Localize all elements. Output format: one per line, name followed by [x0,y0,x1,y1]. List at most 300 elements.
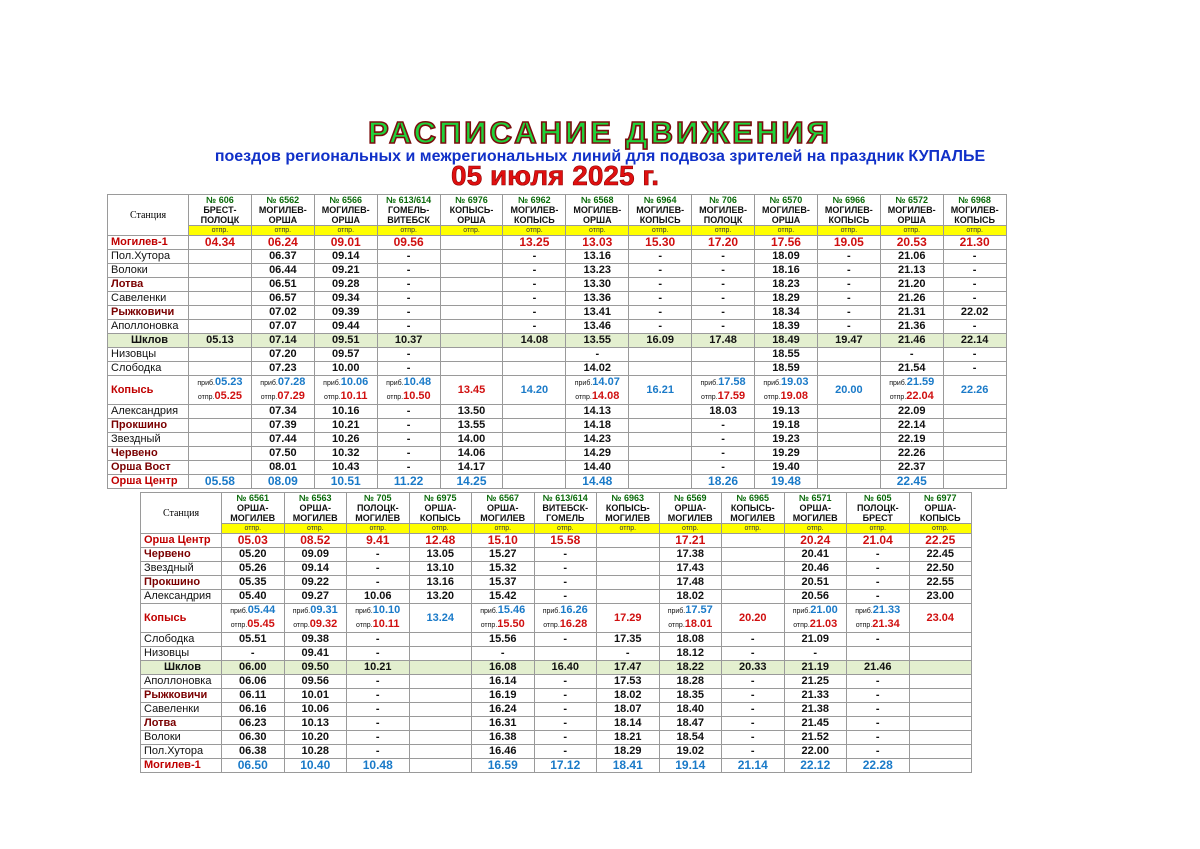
train-number: № 613/614 [542,493,588,503]
time-cell [943,433,1006,447]
time-cell: 06.38 [222,745,285,759]
time-cell: 20.41 [784,548,847,562]
train-route: МОГИЛЕВ- ОРША [258,205,307,225]
station-name: Лотва [108,278,189,292]
station-row [141,590,972,604]
departure-time: 15.50 [497,618,525,630]
time-cell [817,433,880,447]
time-cell: - [943,320,1006,334]
time-cell: - [629,250,692,264]
time-cell: 10.00 [314,362,377,376]
train-header [629,195,692,226]
time-cell [189,278,252,292]
time-cell: - [534,576,597,590]
time-cell [503,348,566,362]
time-cell: 13.05 [409,548,472,562]
departure-label: отпр. [284,524,347,534]
station-name: Слободка [108,362,189,376]
train-route: КОПЫСЬ- ОРША [449,205,494,225]
departure-time: 09.32 [309,618,338,630]
time-cell [189,447,252,461]
train-header-row [141,493,972,524]
time-cell [597,534,660,548]
train-header [659,493,722,524]
time-cell: - [347,647,410,661]
train-number: № 605 [863,493,892,503]
time-cell [314,376,377,405]
time-cell: 21.46 [847,661,910,675]
time-cell: - [377,348,440,362]
time-cell: - [847,548,910,562]
time-cell: 10.20 [284,731,347,745]
train-number: № 6571 [798,493,832,503]
time-cell: 06.37 [251,250,314,264]
time-cell: 07.23 [251,362,314,376]
time-value: 20.20 [738,612,767,624]
time-cell: 16.59 [472,759,535,773]
departure-line [252,390,314,404]
station-row [141,562,972,576]
time-cell [409,745,472,759]
arrival-time: 09.31 [310,604,338,616]
arrival-label: приб. [700,380,719,387]
departure-line [881,390,943,404]
time-cell: 07.20 [251,348,314,362]
time-cell [377,376,440,405]
arrival-label: приб. [574,380,593,387]
arrival-line [660,604,722,618]
time-cell: 21.45 [784,717,847,731]
time-cell: - [472,647,535,661]
time-cell: - [784,647,847,661]
time-cell: - [534,717,597,731]
departure-label: отпр. [668,622,685,629]
time-cell [409,703,472,717]
station-row [141,731,972,745]
departure-label: отпр. [817,226,880,236]
departure-time: 10.11 [372,618,400,630]
time-cell: 15.37 [472,576,535,590]
time-cell: 08.52 [284,534,347,548]
train-number: № 6570 [769,195,803,205]
time-cell: 22.26 [880,447,943,461]
time-cell: - [847,590,910,604]
station-name: Копысь [141,604,222,633]
station-row [141,675,972,689]
arrival-line [881,376,943,390]
time-cell: - [597,647,660,661]
time-cell: 22.45 [909,548,972,562]
station-row [108,278,1007,292]
time-cell: 16.19 [472,689,535,703]
time-cell: 13.10 [409,562,472,576]
time-cell [409,633,472,647]
time-cell: - [943,348,1006,362]
departure-label: отпр. [943,226,1006,236]
train-number: № 6563 [298,493,332,503]
arrival-label: приб. [292,608,311,615]
train-header [784,493,847,524]
arrival-label: приб. [230,608,248,615]
station-name: Слободка [141,633,222,647]
time-cell [534,604,597,633]
time-value: 20.00 [835,384,863,396]
time-cell: 19.02 [659,745,722,759]
time-cell: - [817,306,880,320]
arrival-label: приб. [323,380,341,387]
time-cell: 10.16 [314,405,377,419]
time-cell: - [534,675,597,689]
departure-line [535,618,597,632]
time-cell [189,320,252,334]
time-cell [409,675,472,689]
time-cell: 09.27 [284,590,347,604]
station-name: Волоки [108,264,189,278]
departure-label: отпр. [409,524,472,534]
station-row [108,236,1007,250]
time-cell: 13.03 [566,236,629,250]
time-cell: 15.10 [472,534,535,548]
time-cell: 10.06 [347,590,410,604]
time-cell: 15.42 [472,590,535,604]
station-name: Низовцы [141,647,222,661]
time-cell: 19.18 [755,419,818,433]
time-cell: 10.28 [284,745,347,759]
time-cell: 21.54 [880,362,943,376]
time-cell: - [817,320,880,334]
time-cell [534,647,597,661]
time-cell: 18.14 [597,717,660,731]
train-number: № 706 [709,195,737,205]
time-cell: 16.14 [472,675,535,689]
time-cell [503,405,566,419]
time-cell: 06.11 [222,689,285,703]
arrival-time: 17.58 [718,376,746,388]
time-cell [597,590,660,604]
time-cell: 15.30 [629,236,692,250]
arrival-line [847,604,909,618]
time-cell: 13.55 [566,334,629,348]
arrival-label: приб. [260,380,278,387]
time-cell: - [534,703,597,717]
station-row [108,348,1007,362]
departure-time: 10.50 [403,390,431,402]
departure-label: отпр. [692,226,755,236]
time-cell: 05.58 [189,475,252,489]
time-cell: 06.30 [222,731,285,745]
time-cell [909,745,972,759]
time-cell [943,376,1006,405]
time-cell: - [722,717,785,731]
time-cell [503,461,566,475]
time-cell: 05.20 [222,548,285,562]
departure-line [566,390,628,404]
time-value: 16.21 [646,384,674,396]
arrival-label: приб. [855,608,873,615]
time-cell: 08.09 [251,475,314,489]
time-cell: - [943,278,1006,292]
station-name: Шклов [108,334,189,348]
time-cell: 14.48 [566,475,629,489]
station-name: Аполлоновка [141,675,222,689]
time-cell: - [692,461,755,475]
train-number: № 6963 [611,493,645,503]
time-cell [722,534,785,548]
time-cell [943,447,1006,461]
time-cell [189,376,252,405]
time-cell: 06.57 [251,292,314,306]
train-route: ПОЛОЦК- МОГИЛЕВ [355,503,401,523]
time-cell: 09.14 [314,250,377,264]
time-cell: - [692,306,755,320]
time-cell: 07.44 [251,433,314,447]
time-cell: 10.48 [347,759,410,773]
time-cell: - [943,362,1006,376]
time-cell [692,376,755,405]
station-row [141,534,972,548]
time-cell [692,362,755,376]
departure-time: 21.34 [872,618,900,630]
page-title: РАСПИСАНИЕ ДВИЖЕНИЯ [368,115,832,150]
train-number: № 606 [206,195,234,205]
time-cell: 07.14 [251,334,314,348]
departure-label: отпр. [230,622,248,629]
station-name: Червено [141,548,222,562]
time-cell: - [722,675,785,689]
time-cell: 15.27 [472,548,535,562]
time-cell: 09.44 [314,320,377,334]
time-cell: 13.55 [440,419,503,433]
train-number: № 6975 [423,493,457,503]
time-cell [440,306,503,320]
time-cell: 21.20 [880,278,943,292]
time-cell: 22.00 [784,745,847,759]
time-cell [251,376,314,405]
time-cell: 18.28 [659,675,722,689]
time-cell: 18.03 [692,405,755,419]
time-cell: 16.24 [472,703,535,717]
time-cell: 19.23 [755,433,818,447]
departure-label: отпр. [293,622,310,629]
time-cell: 05.35 [222,576,285,590]
station-name: Александрия [141,590,222,604]
time-cell: - [377,306,440,320]
time-cell [722,604,785,633]
train-number: № 6964 [643,195,677,205]
time-cell: 14.18 [566,419,629,433]
time-cell: - [880,348,943,362]
time-cell: 18.39 [755,320,818,334]
time-cell: 18.23 [755,278,818,292]
time-value: 13.45 [457,384,486,396]
time-cell [909,703,972,717]
departure-label-row [108,226,1007,236]
time-cell: 09.50 [284,661,347,675]
time-cell: 13.50 [440,405,503,419]
time-cell: - [534,731,597,745]
time-cell [722,590,785,604]
time-cell [409,661,472,675]
time-cell [597,548,660,562]
time-cell: - [377,292,440,306]
train-header [314,195,377,226]
time-cell: - [847,675,910,689]
train-route: ОРША- КОПЫСЬ [919,503,961,523]
time-cell [347,604,410,633]
station-row [108,433,1007,447]
time-cell: 19.14 [659,759,722,773]
time-cell: 16.38 [472,731,535,745]
arrival-label: приб. [667,608,686,615]
arrival-line [189,376,251,390]
train-number: № 705 [363,493,392,503]
time-cell: - [377,320,440,334]
time-cell: - [347,689,410,703]
time-cell [440,292,503,306]
time-cell: 20.46 [784,562,847,576]
station-name: Червено [108,447,189,461]
station-row [141,548,972,562]
departure-label: отпр. [575,394,592,401]
time-cell: 13.25 [503,236,566,250]
time-cell: 07.07 [251,320,314,334]
time-cell: 18.07 [597,703,660,717]
train-route: ОРША- КОПЫСЬ [419,503,461,523]
time-cell: 06.24 [251,236,314,250]
departure-label: отпр. [472,524,535,534]
time-cell: - [377,447,440,461]
station-name: Копысь [108,376,189,405]
time-cell [909,647,972,661]
time-cell: - [847,689,910,703]
time-cell [629,475,692,489]
time-cell: 14.13 [566,405,629,419]
time-cell [189,405,252,419]
time-cell: 22.55 [909,576,972,590]
time-cell: - [817,278,880,292]
time-cell: 10.21 [347,661,410,675]
arrival-time: 21.59 [906,376,935,388]
time-cell [943,475,1006,489]
station-name: Лотва [141,717,222,731]
departure-time: 21.03 [809,618,838,630]
departure-label: отпр. [889,394,907,401]
station-name: Александрия [108,405,189,419]
time-cell: - [692,320,755,334]
time-cell: 22.25 [909,534,972,548]
time-cell [629,419,692,433]
train-header [943,195,1006,226]
time-cell: 14.02 [566,362,629,376]
time-cell: 17.38 [659,548,722,562]
time-cell: - [943,250,1006,264]
arrival-label: приб. [542,608,561,615]
time-cell [189,461,252,475]
time-cell [409,604,472,633]
time-cell: 10.51 [314,475,377,489]
station-row [108,334,1007,348]
time-cell: 09.56 [377,236,440,250]
time-cell: 22.09 [880,405,943,419]
station-row [141,759,972,773]
time-cell: 17.56 [755,236,818,250]
train-number: № 6572 [895,195,929,205]
time-cell [909,731,972,745]
time-cell: - [722,689,785,703]
time-cell [817,376,880,405]
time-cell: - [377,461,440,475]
time-cell [909,604,972,633]
train-route: БРЕСТ- ПОЛОЦК [200,205,240,225]
train-route: МОГИЛЕВ- КОПЫСЬ [636,205,685,225]
arrival-line [535,604,597,618]
time-cell: - [692,447,755,461]
arrival-time: 21.00 [810,604,838,616]
departure-label: отпр. [251,226,314,236]
time-cell: 16.08 [472,661,535,675]
departure-label: отпр. [377,226,440,236]
time-cell: 18.29 [597,745,660,759]
train-route: ОРША- МОГИЛЕВ [667,503,713,523]
time-cell: - [503,278,566,292]
time-cell: - [692,419,755,433]
arrival-time: 10.06 [340,376,369,388]
time-cell: 21.14 [722,759,785,773]
time-cell [440,264,503,278]
time-cell: 12.48 [409,534,472,548]
time-cell [629,447,692,461]
departure-label: отпр. [197,394,215,401]
arrival-time: 07.28 [277,376,306,388]
time-cell [817,362,880,376]
time-cell [597,604,660,633]
departure-line [847,618,909,632]
station-name: Прокшино [108,419,189,433]
train-header [503,195,566,226]
time-cell: 18.49 [755,334,818,348]
time-cell: - [377,278,440,292]
time-cell [909,675,972,689]
departure-line [315,390,377,404]
station-name: Аполлоновка [108,320,189,334]
time-cell [755,376,818,405]
time-cell: 09.51 [314,334,377,348]
departure-label: отпр. [763,394,781,401]
time-cell: 18.34 [755,306,818,320]
time-cell [629,433,692,447]
time-cell: - [377,433,440,447]
station-name: Рыжковичи [141,689,222,703]
time-cell [909,759,972,773]
station-row [141,703,972,717]
departure-time: 19.08 [780,390,809,402]
train-header [817,195,880,226]
time-cell: 07.50 [251,447,314,461]
time-cell: 17.21 [659,534,722,548]
arrival-line [347,604,409,618]
departure-label: отпр. [314,226,377,236]
time-cell: - [347,731,410,745]
time-cell: 04.34 [189,236,252,250]
train-route: ОРША- МОГИЛЕВ [230,503,276,523]
time-cell [909,661,972,675]
time-cell: - [629,320,692,334]
departure-label: отпр. [847,524,910,534]
time-cell: - [377,250,440,264]
time-cell: 18.12 [659,647,722,661]
arrival-time: 14.07 [592,376,620,388]
departure-line [692,390,754,404]
